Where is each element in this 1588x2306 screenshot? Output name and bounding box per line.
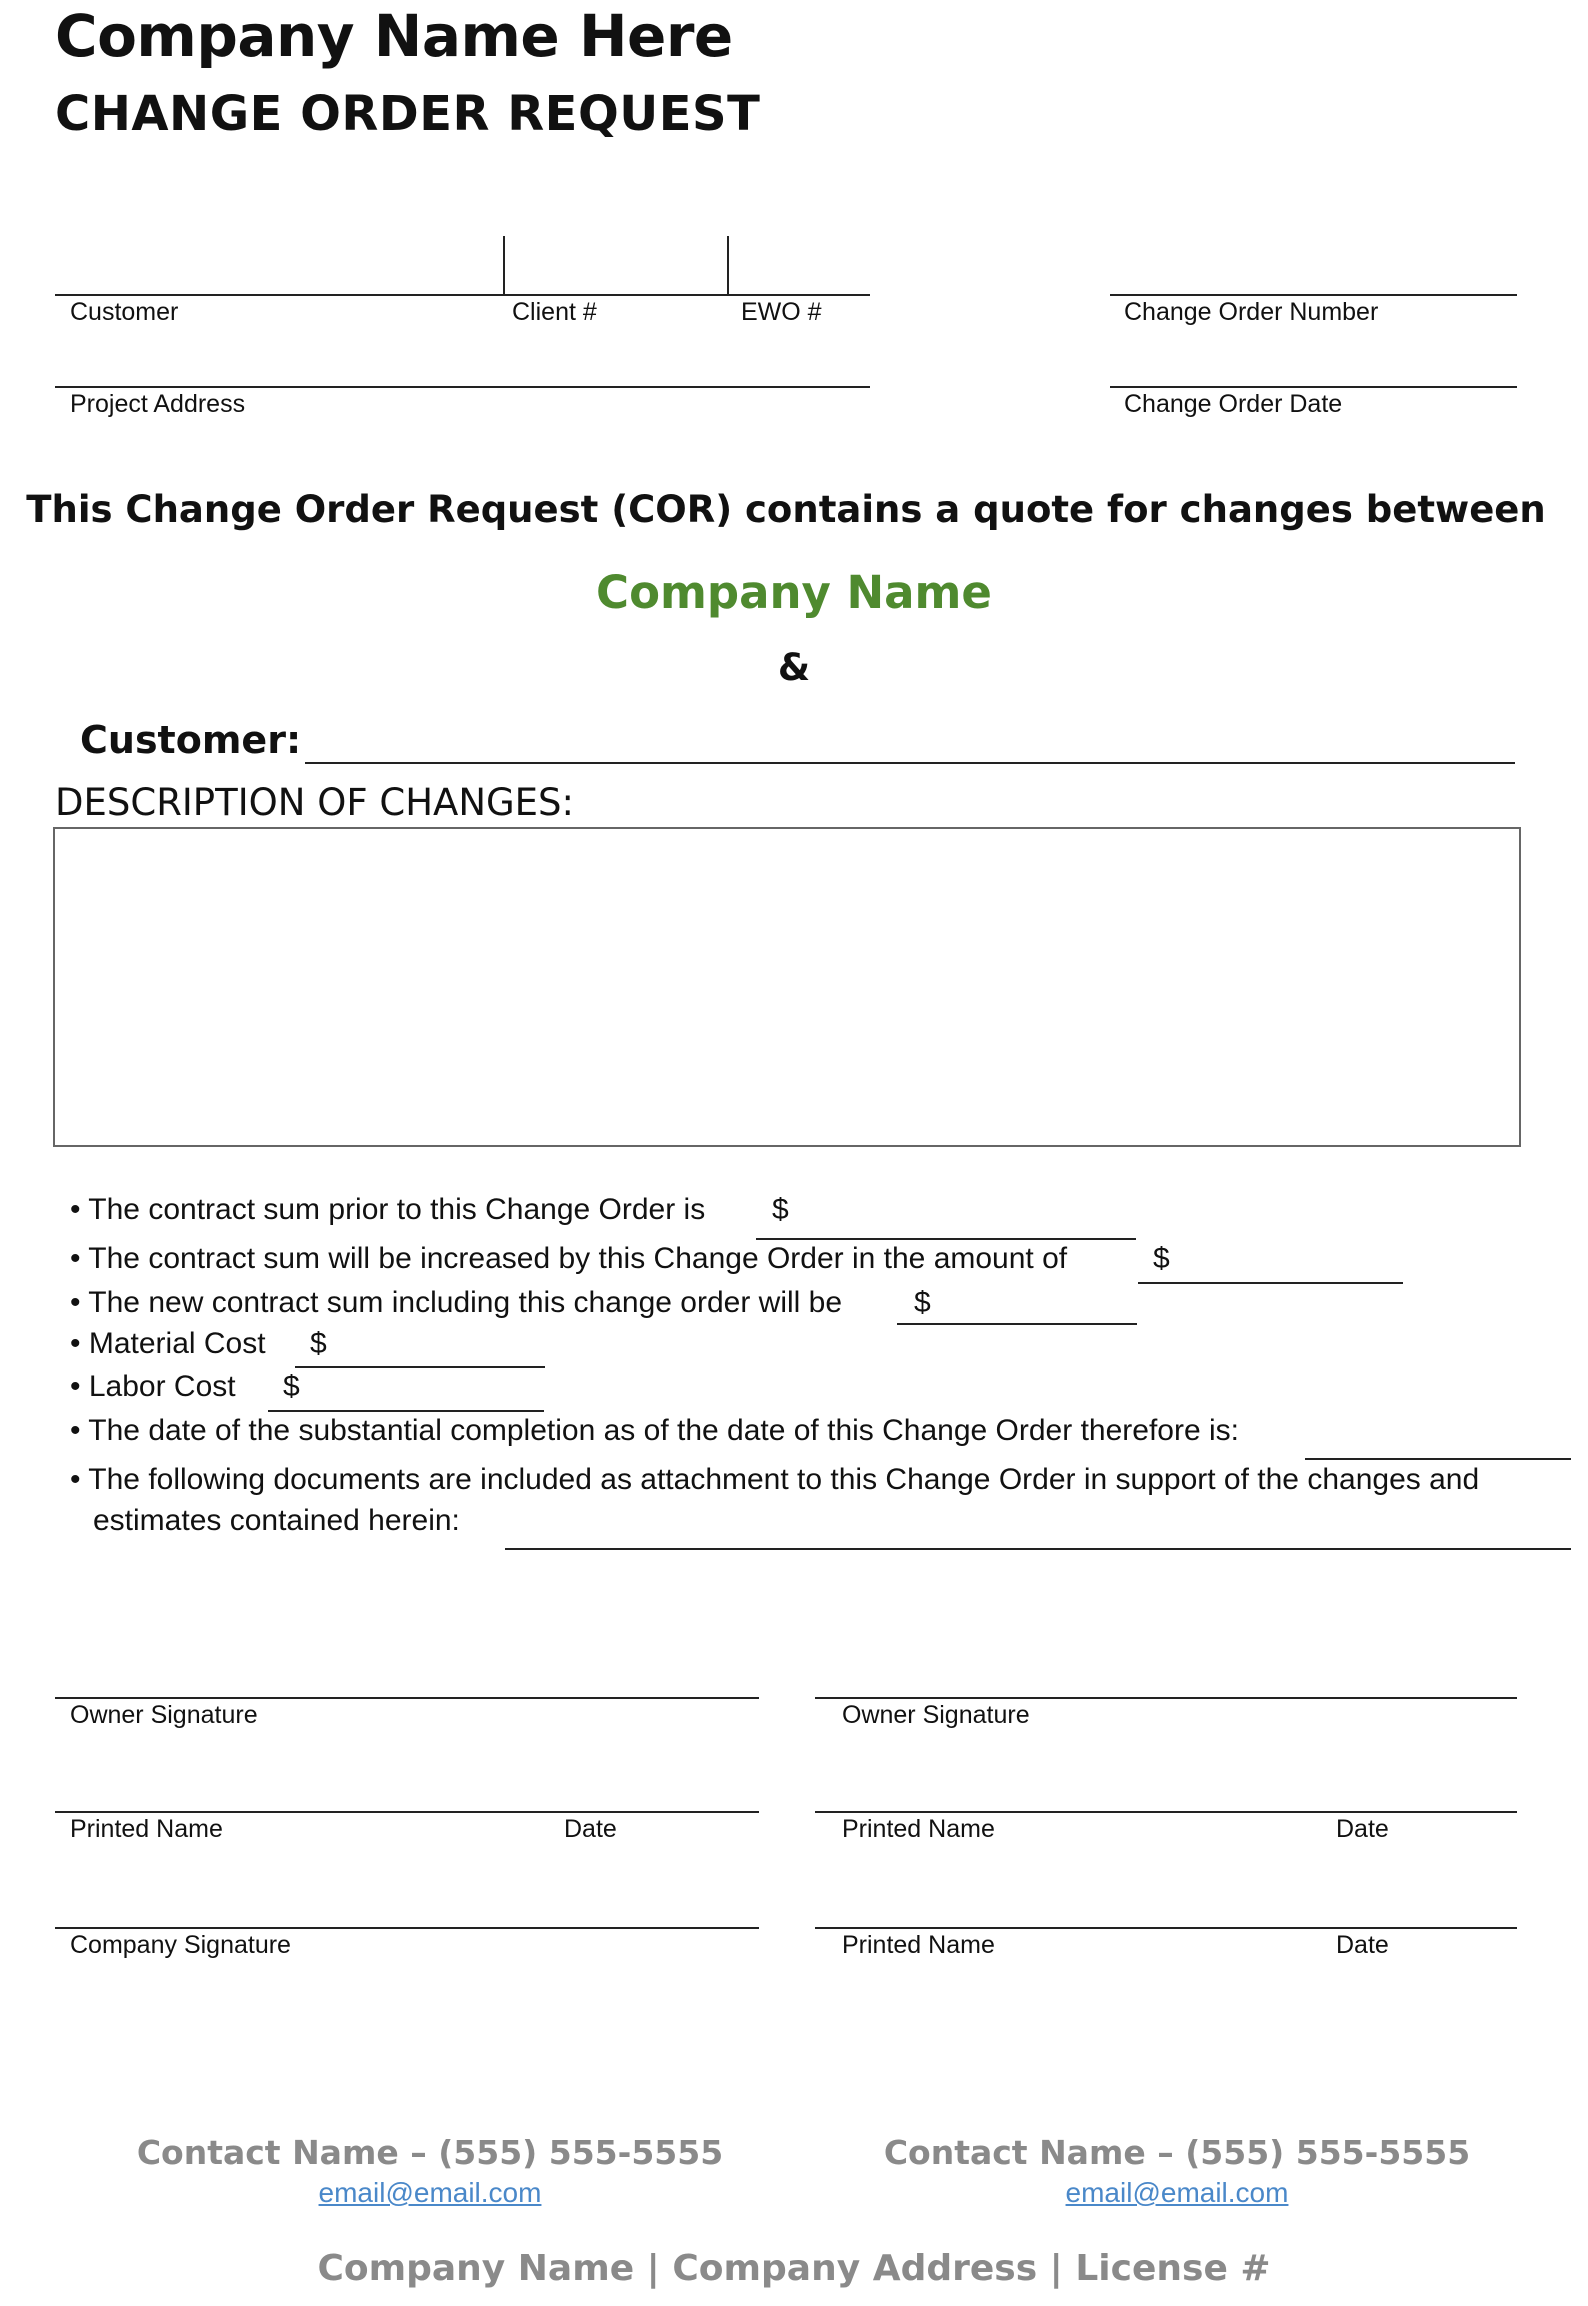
prior-sum-line[interactable]: [756, 1238, 1136, 1240]
printed-name-label-right-2: Printed Name: [842, 1931, 995, 1959]
new-sum-currency: $: [914, 1286, 931, 1319]
email-link-left[interactable]: email@email.com: [318, 2177, 542, 2208]
cor-intro-line: This Change Order Request (COR) contains a quote for changes between: [26, 488, 1546, 531]
ampersand: &: [777, 646, 811, 689]
footer-company-info: Company Name | Company Address | License #: [317, 2248, 1271, 2289]
description-label: DESCRIPTION OF CHANGES:: [55, 781, 575, 824]
printed-name-line-right[interactable]: [815, 1811, 1517, 1813]
field-divider: [727, 236, 729, 296]
ewo-number-label: EWO #: [741, 298, 822, 326]
contact-line-right: Contact Name – (555) 555-5555: [883, 2133, 1471, 2172]
bullet-documents: • The following documents are included as attachment to this Change Order in support of the changes and: [70, 1463, 1480, 1496]
bullet-prior-sum: • The contract sum prior to this Change Order is: [70, 1193, 706, 1226]
change-order-number-line[interactable]: [1110, 294, 1517, 296]
customer-client-ewo-line[interactable]: [55, 294, 870, 296]
customer-field-label: Customer: [70, 298, 179, 326]
printed-name-line-right-2[interactable]: [815, 1927, 1517, 1929]
client-number-label: Client #: [512, 298, 597, 326]
change-order-date-line[interactable]: [1110, 386, 1517, 388]
owner-signature-label-left: Owner Signature: [70, 1701, 258, 1729]
email-link-right[interactable]: email@email.com: [1065, 2177, 1289, 2208]
company-name-heading: Company Name Here: [55, 2, 733, 70]
company-name-green: Company Name: [596, 566, 992, 619]
change-order-date-label: Change Order Date: [1124, 390, 1343, 418]
cor-intro-text: [0, 488, 1588, 531]
owner-signature-label-right: Owner Signature: [842, 1701, 1030, 1729]
company-signature-label: Company Signature: [70, 1931, 291, 1959]
material-cost-line[interactable]: [295, 1366, 545, 1368]
labor-cost-line[interactable]: [268, 1410, 544, 1412]
field-divider: [503, 236, 505, 296]
project-address-label: Project Address: [70, 390, 246, 418]
owner-signature-line-right[interactable]: [815, 1697, 1517, 1699]
bullet-documents-cont: estimates contained herein:: [93, 1504, 460, 1537]
bullet-new-sum: • The new contract sum including this change order will be: [70, 1286, 843, 1319]
bullet-labor-cost: • Labor Cost: [70, 1370, 236, 1403]
form-title: CHANGE ORDER REQUEST: [55, 86, 761, 142]
new-sum-line[interactable]: [897, 1323, 1137, 1325]
documents-line[interactable]: [505, 1548, 1571, 1550]
increase-currency: $: [1153, 1242, 1170, 1275]
date-label-right: Date: [1336, 1815, 1389, 1843]
customer-name-line[interactable]: [305, 762, 1515, 764]
owner-signature-line-left[interactable]: [55, 1697, 759, 1699]
description-box[interactable]: [53, 827, 1521, 1147]
prior-sum-currency: $: [772, 1193, 789, 1226]
date-label-right-2: Date: [1336, 1931, 1389, 1959]
bullet-material-cost: • Material Cost: [70, 1327, 266, 1360]
date-label-left: Date: [564, 1815, 617, 1843]
project-address-line[interactable]: [55, 386, 870, 388]
printed-name-label-right: Printed Name: [842, 1815, 995, 1843]
contact-line-left: Contact Name – (555) 555-5555: [136, 2133, 724, 2172]
printed-name-line-left[interactable]: [55, 1811, 759, 1813]
customer-label: Customer:: [80, 718, 302, 762]
change-order-number-label: Change Order Number: [1124, 298, 1379, 326]
completion-date-line[interactable]: [1305, 1458, 1571, 1460]
company-signature-line[interactable]: [55, 1927, 759, 1929]
material-currency: $: [310, 1327, 327, 1360]
labor-currency: $: [283, 1370, 300, 1403]
increase-amount-line[interactable]: [1138, 1282, 1403, 1284]
bullet-completion-date: • The date of the substantial completion as of the date of this Change Order therefore is:: [70, 1414, 1239, 1447]
bullet-increase: • The contract sum will be increased by this Change Order in the amount of: [70, 1242, 1068, 1275]
printed-name-label-left: Printed Name: [70, 1815, 223, 1843]
